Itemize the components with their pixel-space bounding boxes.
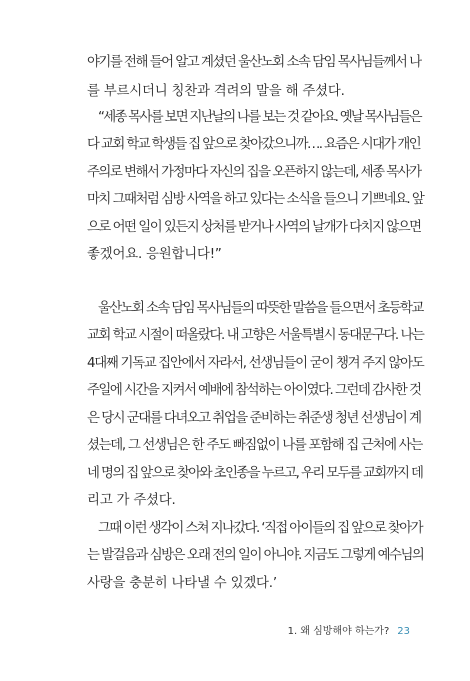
text-line: 그때 이런 생각이 스쳐 지나갔다. ‘직접 아이들의 집 앞으로 찾아가 bbox=[98, 521, 422, 536]
text-line: 교회 학교 시절이 떠올랐다. 내 고향은 서울특별시 동대문구다. 나는 bbox=[87, 328, 424, 343]
text-line: 울산노회 소속 담임 목사님들의 따뜻한 말씀을 들으면서 초등학교 bbox=[98, 301, 423, 316]
text-line: 으로 어떤 일이 있든지 상처를 받거나 사역의 날개가 다치지 않으면 bbox=[87, 220, 421, 235]
text-line: 는 발걸음과 심방은 오래 전의 일이 아니야. 지금도 그렇게 예수님의 bbox=[87, 548, 424, 563]
text-line: 다 교회 학교 학생들 집 앞으로 찾아갔으니까…. 요즘은 시대가 개인 bbox=[87, 137, 421, 152]
text-line: 은 당시 군대를 다녀오고 취업을 준비하는 취준생 청년 선생님이 계 bbox=[87, 411, 421, 426]
text-line: 주의로 변해서 가정마다 자신의 집을 오픈하지 않는데, 세종 목사가 bbox=[87, 165, 421, 180]
running-chapter-title: 1. 왜 심방해야 하는가? bbox=[287, 626, 390, 637]
text-line: 를 부르시더니 칭찬과 격려의 말을 해 주셨다. bbox=[87, 84, 345, 99]
text-line: 네 명의 집 앞으로 찾아와 초인종을 누르고, 우리 모두를 교회까지 데 bbox=[87, 466, 423, 481]
page-footer bbox=[288, 625, 410, 639]
text-line: 사랑을 충분히 나타낼 수 있겠다.’ bbox=[87, 576, 277, 591]
text-line: 주일에 시간을 지켜서 예배에 참석하는 아이였다. 그런데 감사한 것 bbox=[87, 383, 421, 398]
text-line: “세종 목사를 보면 지난날의 나를 보는 것 같아요. 옛날 목사님들은 bbox=[98, 110, 421, 125]
text-line: 리고 가 주셨다. bbox=[87, 493, 176, 508]
text-line: 야기를 전해 들어 알고 계셨던 울산노회 소속 담임 목사님들께서 나 bbox=[87, 55, 421, 70]
page-number: 23 bbox=[397, 626, 410, 637]
text-line: 셨는데, 그 선생님은 한 주도 빠짐없이 나를 포함해 집 근처에 사는 bbox=[87, 438, 423, 453]
text-line: 4대째 기독교 집안에서 자라서, 선생님들이 굳이 챙겨 주지 않아도 bbox=[87, 356, 424, 371]
text-line: 좋겠어요. 응원합니다!” bbox=[87, 247, 222, 262]
text-line: 마치 그때처럼 심방 사역을 하고 있다는 소식을 들으니 기쁘네요. 앞 bbox=[87, 192, 424, 207]
